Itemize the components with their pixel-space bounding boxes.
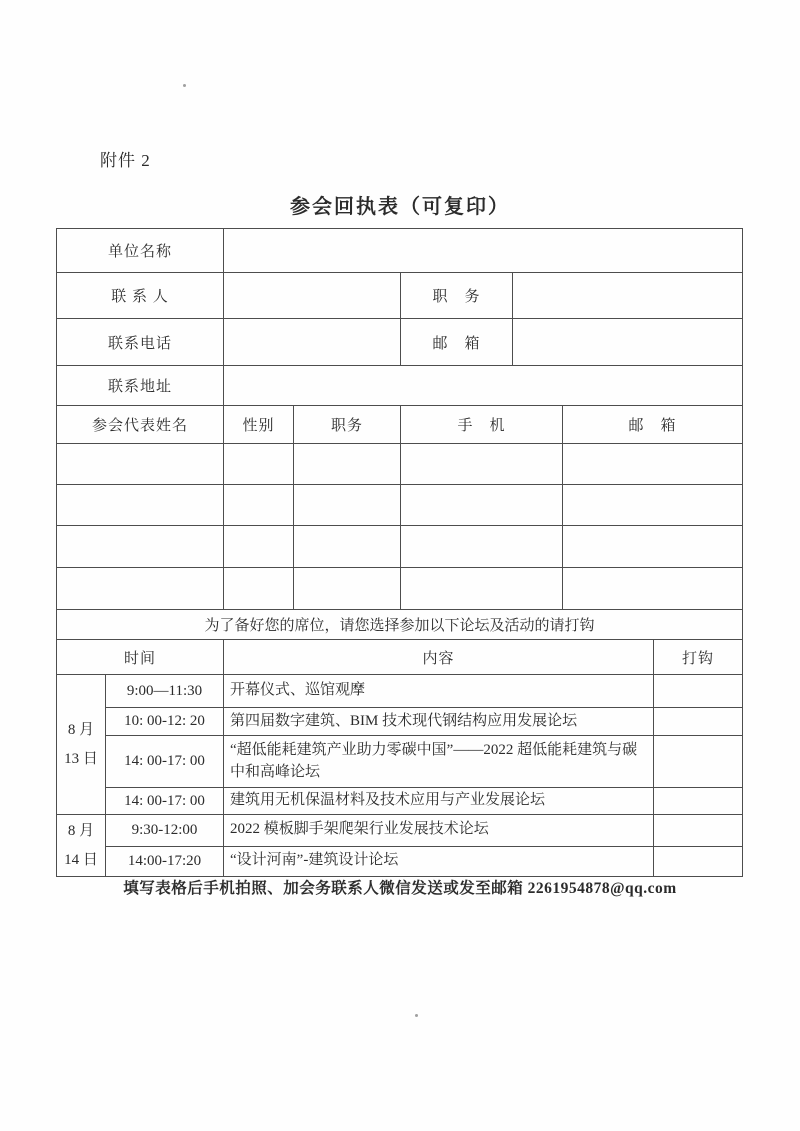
contact-person-label: 联 系 人 [57,273,224,319]
delegate-row [57,568,743,610]
phone-input[interactable] [224,319,401,366]
content-cell: 2022 模板脚手架爬架行业发展技术论坛 [224,815,654,847]
delegate-row [57,526,743,568]
delegate-email-input[interactable] [563,526,743,568]
delegate-gender-input[interactable] [224,485,294,526]
unit-name-row [57,229,743,273]
footer-note: 填写表格后手机拍照、加会务联系人微信发送或发至邮箱 2261954878@qq.com [123,880,677,897]
date-cell-aug13 [57,675,106,815]
scan-speck [183,84,186,87]
position-label: 职 务 [401,273,513,319]
schedule-row [57,846,743,876]
unit-name-label: 单位名称 [57,229,224,273]
content-cell: “设计河南”-建筑设计论坛 [224,846,654,876]
check-header: 打钩 [654,640,743,675]
notice-row [57,610,743,640]
delegate-mobile-input[interactable] [401,444,563,485]
delegate-gender-input[interactable] [224,444,294,485]
address-row [57,366,743,406]
unit-name-input[interactable] [224,229,743,273]
notice-text: 为了备好您的席位，请您选择参加以下论坛及活动的请打钩 [57,610,743,640]
scan-speck [415,1014,418,1017]
delegate-name-input[interactable] [57,444,224,485]
time-cell: 14:00-17:20 [106,846,224,876]
delegate-mobile-input[interactable] [401,568,563,610]
schedule-row [57,815,743,847]
address-label: 联系地址 [57,366,224,406]
delegate-name-input[interactable] [57,526,224,568]
time-header: 时间 [57,640,224,675]
address-input[interactable] [224,366,743,406]
contact-person-row [57,273,743,319]
delegate-mobile-input[interactable] [401,526,563,568]
delegate-email-input[interactable] [563,485,743,526]
delegate-gender-input[interactable] [224,568,294,610]
delegate-email-input[interactable] [563,568,743,610]
schedule-row [57,788,743,815]
content-cell: “超低能耗建筑产业助力零碳中国”——2022 超低能耗建筑与碳中和高峰论坛 [224,736,654,788]
delegate-row [57,444,743,485]
delegate-name-input[interactable] [57,485,224,526]
contact-person-input[interactable] [224,273,401,319]
date-month: 8 月 [67,722,95,738]
delegate-position-input[interactable] [294,526,401,568]
date-month: 8 月 [67,823,95,839]
delegate-header-row [57,406,743,444]
attachment-label: 附件 2 [100,151,151,170]
phone-label: 联系电话 [57,319,224,366]
content-cell: 建筑用无机保温材料及技术应用与产业发展论坛 [224,788,654,815]
schedule-header-row [57,640,743,675]
content-cell: 开幕仪式、巡馆观摩 [224,675,654,708]
time-cell: 14: 00-17: 00 [106,788,224,815]
check-cell[interactable] [654,846,743,876]
content-header: 内容 [224,640,654,675]
schedule-row [57,736,743,788]
delegate-gender-header: 性别 [224,406,294,444]
delegate-name-input[interactable] [57,568,224,610]
email-input[interactable] [513,319,743,366]
time-cell: 14: 00-17: 00 [106,736,224,788]
delegate-row [57,485,743,526]
delegate-email-input[interactable] [563,444,743,485]
check-cell[interactable] [654,788,743,815]
content-cell: 第四届数字建筑、BIM 技术现代钢结构应用发展论坛 [224,708,654,736]
delegate-position-input[interactable] [294,485,401,526]
date-cell-aug14 [57,815,106,877]
delegate-email-header: 邮 箱 [563,406,743,444]
delegate-position-input[interactable] [294,568,401,610]
email-label: 邮 箱 [401,319,513,366]
delegate-position-input[interactable] [294,444,401,485]
reply-form-table [56,228,743,877]
check-cell[interactable] [654,708,743,736]
phone-row [57,319,743,366]
time-cell: 9:00—11:30 [106,675,224,708]
delegate-name-header: 参会代表姓名 [57,406,224,444]
time-cell: 9:30-12:00 [106,815,224,847]
date-day: 14 日 [64,851,98,868]
check-cell[interactable] [654,736,743,788]
check-cell[interactable] [654,675,743,708]
date-day: 13 日 [64,750,98,767]
time-cell: 10: 00-12: 20 [106,708,224,736]
delegate-position-header: 职务 [294,406,401,444]
schedule-row [57,708,743,736]
delegate-mobile-input[interactable] [401,485,563,526]
position-input[interactable] [513,273,743,319]
delegate-gender-input[interactable] [224,526,294,568]
delegate-mobile-header: 手 机 [401,406,563,444]
schedule-row [57,675,743,708]
page-title: 参会回执表（可复印） [290,196,510,218]
check-cell[interactable] [654,815,743,847]
